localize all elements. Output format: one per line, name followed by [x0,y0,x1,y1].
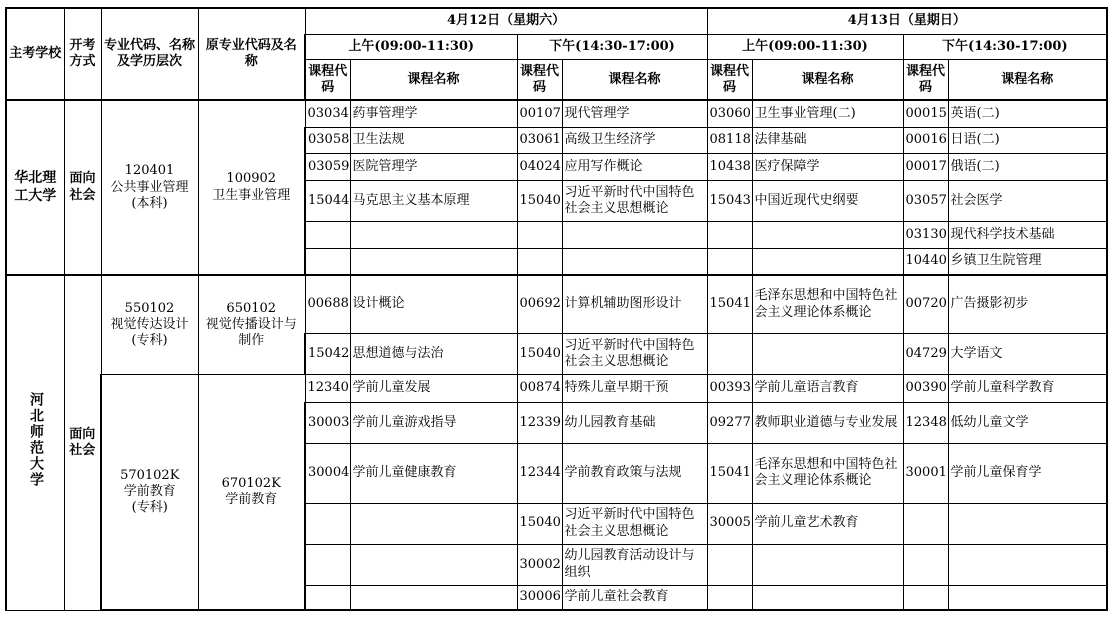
course-name [350,503,517,544]
course-name: 学前儿童发展 [350,375,517,403]
course-name: 学前儿童健康教育 [350,443,517,503]
course-name: 法律基础 [752,127,903,154]
header-course-name: 课程名称 [948,60,1107,101]
course-name: 广告摄影初步 [948,275,1107,334]
course-code [707,222,752,249]
course-name: 计算机辅助图形设计 [562,275,707,334]
course-name: 学前儿童游戏指导 [350,402,517,443]
school-name: 华北理工大学 [6,100,64,275]
major-code: 120401 [124,163,175,179]
original-major-code: 670102K [221,475,281,491]
course-code: 00017 [903,154,948,181]
course-name: 教师职业道德与专业发展 [752,402,903,443]
course-code: 30003 [305,402,350,443]
header-day1-pm: 下午(14:30-17:00) [517,34,707,60]
course-name: 特殊儿童早期干预 [562,375,707,403]
header-course-name: 课程名称 [562,60,707,101]
major-level: (专科) [131,333,168,349]
table-row [6,100,1107,127]
header-school: 主考学校 [6,8,64,100]
course-code: 30006 [517,585,562,610]
original-major-info [198,275,305,375]
course-code: 00393 [707,375,752,403]
course-name [350,544,517,585]
course-code: 15040 [517,334,562,375]
course-code [305,248,350,275]
course-code: 00688 [305,275,350,334]
header-day1-am: 上午(09:00-11:30) [305,34,517,60]
course-name [948,585,1107,610]
course-name: 卫生法规 [350,127,517,154]
course-code [903,503,948,544]
course-code: 30005 [707,503,752,544]
course-name: 学前儿童艺术教育 [752,503,903,544]
course-code: 00390 [903,375,948,403]
course-name [948,503,1107,544]
course-code [305,544,350,585]
course-name [948,544,1107,585]
header-day2-pm: 下午(14:30-17:00) [903,34,1107,60]
table-row [6,375,1107,403]
major-name: 学前教育 [123,483,176,499]
course-code: 15042 [305,334,350,375]
major-name: 视觉传达设计 [110,316,189,332]
school-name-text: 河北师范大学 [28,392,44,489]
course-name: 学前儿童科学教育 [948,375,1107,403]
course-name [752,222,903,249]
header-day2-am: 上午(09:00-11:30) [707,34,903,60]
course-name: 英语(二) [948,100,1107,127]
course-name: 设计概论 [350,275,517,334]
course-code [517,222,562,249]
course-name: 学前儿童社会教育 [562,585,707,610]
course-code: 04024 [517,154,562,181]
course-code: 08118 [707,127,752,154]
course-name: 幼儿园教育活动设计与组织 [562,544,707,585]
course-name: 毛泽东思想和中国特色社会主义理论体系概论 [752,275,903,334]
course-code: 00015 [903,100,948,127]
course-name [752,585,903,610]
original-major-code: 650102 [226,300,277,316]
course-name [752,334,903,375]
course-name [562,248,707,275]
original-major-name: 学前教育 [225,492,278,508]
header-course-name: 课程名称 [350,60,517,101]
course-code: 00016 [903,127,948,154]
course-code [903,544,948,585]
header-date-day2: 4月13日（星期日） [707,8,1107,34]
exam-schedule-table [5,7,1108,611]
original-major-name: 卫生事业管理 [212,187,291,203]
course-name: 习近平新时代中国特色社会主义思想概论 [562,181,707,222]
course-name: 卫生事业管理(二) [752,100,903,127]
course-name: 乡镇卫生院管理 [948,248,1107,275]
course-code: 12340 [305,375,350,403]
major-level: (本科) [131,195,168,211]
course-code: 09277 [707,402,752,443]
major-level: (专科) [131,500,168,516]
course-code: 00874 [517,375,562,403]
course-code [707,544,752,585]
major-info [101,275,198,375]
course-name: 应用写作概论 [562,154,707,181]
original-major-code: 100902 [226,171,277,187]
course-code: 15041 [707,443,752,503]
header-course-code: 课程代码 [707,60,752,101]
course-name: 学前儿童保育学 [948,443,1107,503]
course-code: 15043 [707,181,752,222]
course-name: 学前教育政策与法规 [562,443,707,503]
course-name: 习近平新时代中国特色社会主义思想概论 [562,503,707,544]
course-code: 00107 [517,100,562,127]
course-name: 俄语(二) [948,154,1107,181]
course-name: 中国近现代史纲要 [752,181,903,222]
course-code: 03061 [517,127,562,154]
original-major-name: 视觉传播设计与制作 [205,316,297,349]
course-code: 03034 [305,100,350,127]
course-name [752,544,903,585]
course-code: 12339 [517,402,562,443]
header-course-code: 课程代码 [903,60,948,101]
course-name [350,222,517,249]
course-code: 04729 [903,334,948,375]
table-row [6,275,1107,334]
header-course-code: 课程代码 [517,60,562,101]
school-name [6,275,64,610]
course-code: 00692 [517,275,562,334]
course-code: 10440 [903,248,948,275]
header-date-day1: 4月12日（星期六） [305,8,707,34]
original-major-info [198,100,305,275]
course-code: 03059 [305,154,350,181]
course-name: 思想道德与法治 [350,334,517,375]
course-name: 低幼儿童文学 [948,402,1107,443]
course-name: 高级卫生经济学 [562,127,707,154]
course-name [350,248,517,275]
major-info [101,375,198,610]
course-name: 医院管理学 [350,154,517,181]
course-code [707,334,752,375]
course-code [707,248,752,275]
course-code [305,222,350,249]
major-name: 公共事业管理 [110,179,189,195]
course-code: 03060 [707,100,752,127]
course-code: 00720 [903,275,948,334]
course-name: 社会医学 [948,181,1107,222]
course-name [350,585,517,610]
course-code: 03057 [903,181,948,222]
header-course-code: 课程代码 [305,60,350,101]
header-course-name: 课程名称 [752,60,903,101]
course-code: 12344 [517,443,562,503]
course-code: 03058 [305,127,350,154]
course-code [903,585,948,610]
course-code [305,503,350,544]
course-code: 15041 [707,275,752,334]
course-name: 现代管理学 [562,100,707,127]
course-code: 15044 [305,181,350,222]
course-code: 15040 [517,181,562,222]
course-code: 15040 [517,503,562,544]
course-name: 现代科学技术基础 [948,222,1107,249]
exam-mode: 面向社会 [64,100,101,275]
course-code: 03130 [903,222,948,249]
course-code: 10438 [707,154,752,181]
course-name [562,222,707,249]
header-original-major: 原专业代码及名称 [198,8,305,100]
exam-mode: 面向社会 [64,275,101,610]
course-code [707,585,752,610]
course-name [752,248,903,275]
course-name: 大学语文 [948,334,1107,375]
major-info [101,100,198,275]
course-code: 30002 [517,544,562,585]
course-name: 医疗保障学 [752,154,903,181]
header-major: 专业代码、名称及学历层次 [101,8,198,100]
course-code: 30001 [903,443,948,503]
course-name: 幼儿园教育基础 [562,402,707,443]
course-code: 30004 [305,443,350,503]
course-name: 毛泽东思想和中国特色社会主义理论体系概论 [752,443,903,503]
course-name: 学前儿童语言教育 [752,375,903,403]
course-name: 习近平新时代中国特色社会主义思想概论 [562,334,707,375]
major-code: 570102K [120,467,180,483]
course-name: 日语(二) [948,127,1107,154]
course-code [517,248,562,275]
original-major-info [198,375,305,610]
course-name: 马克思主义基本原理 [350,181,517,222]
header-mode: 开考方式 [64,8,101,100]
course-code: 12348 [903,402,948,443]
course-name: 药事管理学 [350,100,517,127]
course-code [305,585,350,610]
major-code: 550102 [124,300,175,316]
